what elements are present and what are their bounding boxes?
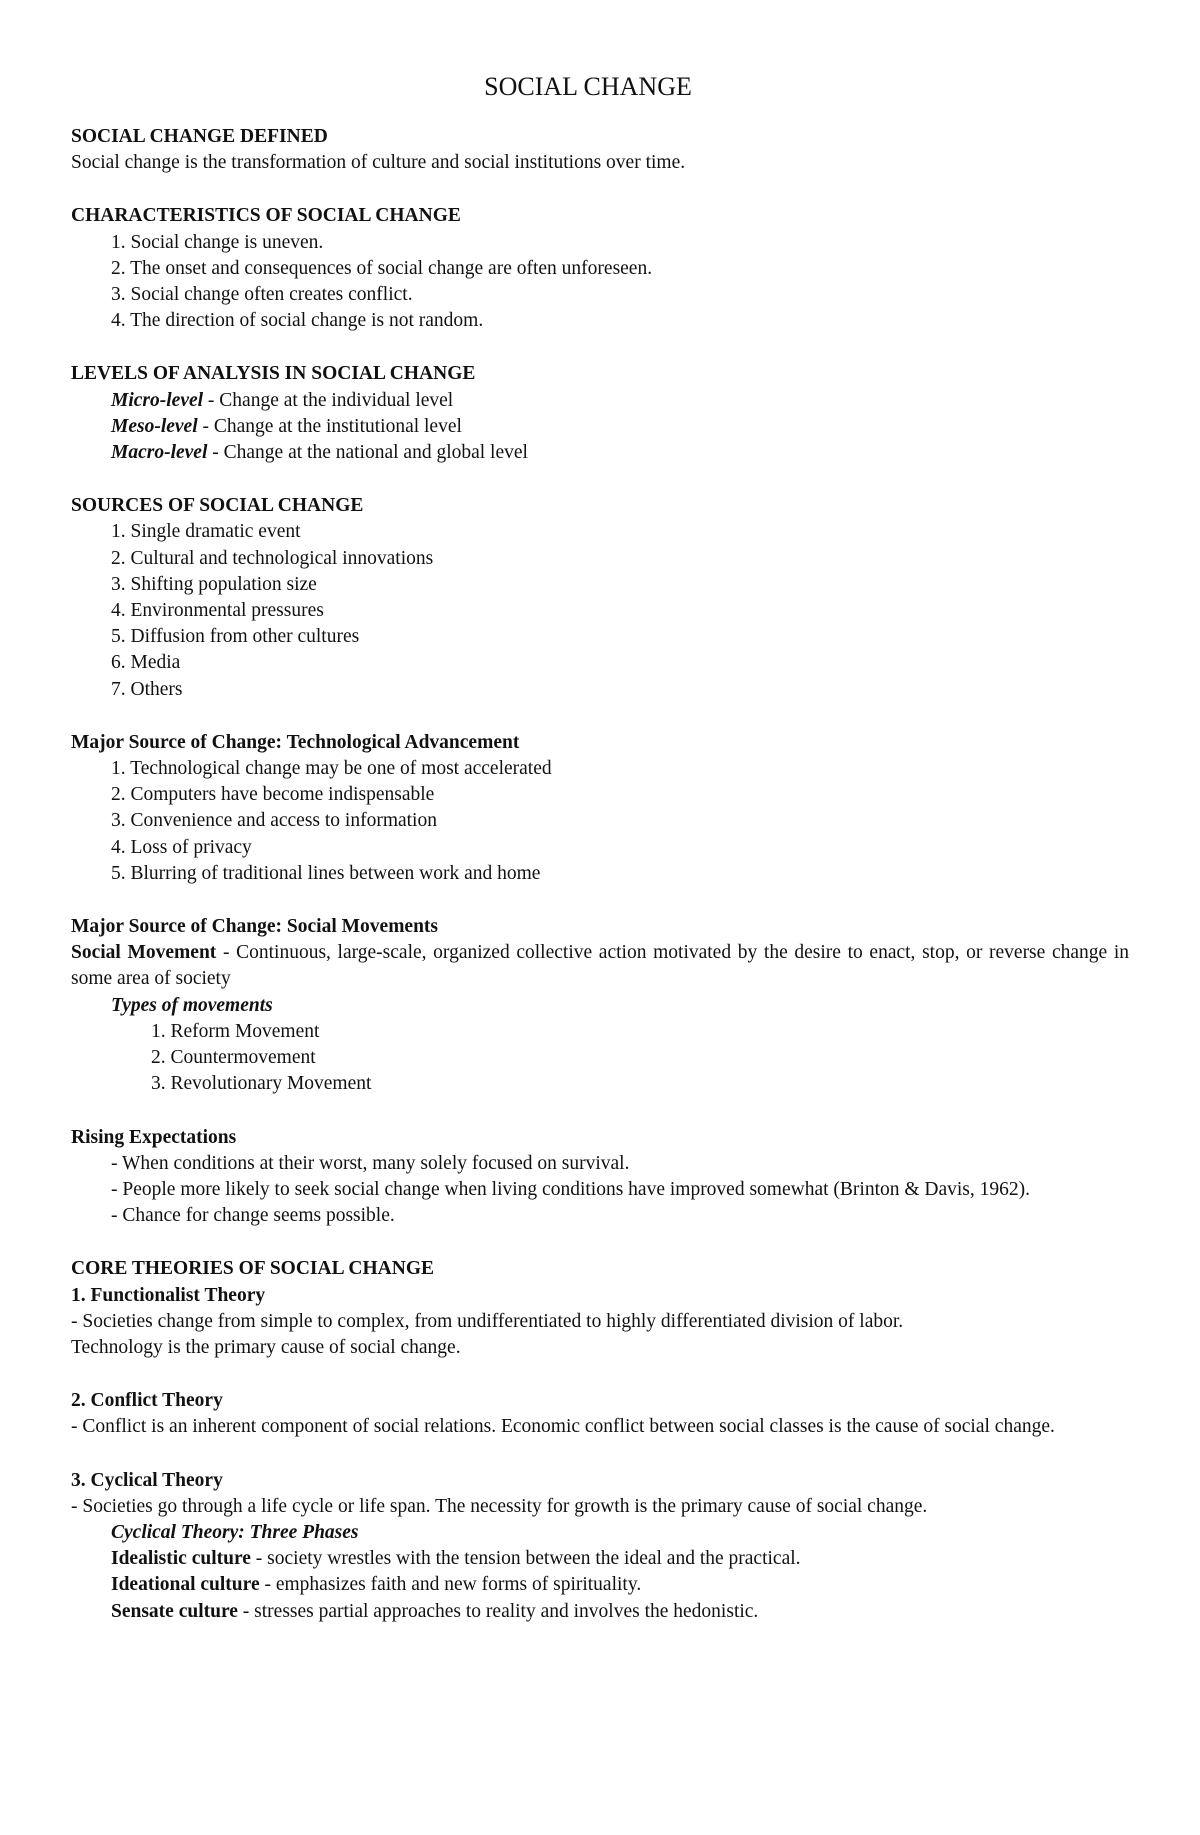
list-item: 3. Shifting population size	[111, 573, 317, 595]
list-item: 2. Computers have become indispensable	[111, 784, 435, 806]
document-page	[71, 0, 1129, 1625]
theory-heading: 2. Conflict Theory	[71, 1390, 223, 1412]
level-term: Micro-level	[111, 389, 204, 411]
level-term: Meso-level	[111, 415, 198, 437]
section-technology	[71, 730, 1129, 887]
list-item: 3. Revolutionary Movement	[151, 1073, 372, 1095]
section-rising-expectations	[71, 1125, 1129, 1230]
list-item: 4. Loss of privacy	[111, 836, 252, 858]
phase-item	[71, 1599, 1129, 1625]
definition-text: Social change is the transformation of culture and social institutions over time.	[71, 152, 686, 174]
list-item: 1. Technological change may be one of most accelerated	[111, 758, 552, 780]
section-core-theories	[71, 1256, 1129, 1361]
section-conflict-theory	[71, 1388, 1129, 1440]
list-item: - When conditions at their worst, many solely focused on survival.	[111, 1152, 630, 1174]
movement-desc: - Continuous, large-scale, organized collective action motivated by the desire to enact, stop, or reverse change in some area of society	[71, 942, 1129, 990]
list-item: - People more likely to seek social change when living conditions have improved somewhat (Brinton & Davis, 1962).	[111, 1178, 1031, 1200]
section-cyclical-theory	[71, 1468, 1129, 1625]
theory-heading: 1. Functionalist Theory	[71, 1284, 266, 1306]
phase-term: Sensate culture	[111, 1600, 238, 1622]
list-item: 3. Convenience and access to information	[111, 810, 437, 832]
list-item: 5. Diffusion from other cultures	[111, 626, 360, 648]
movement-definition	[71, 940, 1129, 992]
section-heading: Rising Expectations	[71, 1126, 237, 1148]
section-characteristics	[71, 203, 1129, 334]
theory-text: Technology is the primary cause of social change.	[71, 1336, 461, 1358]
list-item: 2. Cultural and technological innovations	[111, 547, 434, 569]
section-heading: Major Source of Change: Technological Advancement	[71, 731, 520, 753]
phases-heading: Cyclical Theory: Three Phases	[111, 1521, 359, 1543]
section-heading: LEVELS OF ANALYSIS IN SOCIAL CHANGE	[71, 363, 476, 385]
section-levels	[71, 361, 1129, 466]
list-item: 1. Single dramatic event	[111, 521, 301, 543]
phase-term: Ideational culture	[111, 1574, 260, 1596]
list-item: 4. Environmental pressures	[111, 600, 324, 622]
level-term: Macro-level	[111, 442, 208, 464]
section-heading: SOURCES OF SOCIAL CHANGE	[71, 495, 364, 517]
list-item: 1. Reform Movement	[151, 1020, 320, 1042]
section-heading: CHARACTERISTICS OF SOCIAL CHANGE	[71, 205, 461, 227]
list-item: 3. Social change often creates conflict.	[111, 284, 413, 306]
theory-text: - Societies go through a life cycle or life span. The necessity for growth is the primary cause of social change.	[71, 1495, 928, 1517]
level-desc: - Change at the national and global level	[207, 442, 528, 464]
phase-item	[71, 1546, 1129, 1572]
list-item: 2. Countermovement	[151, 1047, 316, 1069]
level-desc: - Change at the individual level	[203, 389, 454, 411]
list-item: 5. Blurring of traditional lines between work and home	[111, 862, 541, 884]
list-item: 6. Media	[111, 652, 181, 674]
list-item: 1. Social change is uneven.	[111, 231, 324, 253]
list-item: 2. The onset and consequences of social change are often unforeseen.	[111, 257, 653, 279]
list-item: - Chance for change seems possible.	[111, 1205, 395, 1227]
list-item: 4. The direction of social change is not random.	[111, 310, 484, 332]
level-item	[71, 388, 1129, 414]
level-desc: - Change at the institutional level	[197, 415, 462, 437]
theory-text: - Societies change from simple to complex, from undifferentiated to highly differentiated division of labor.	[71, 1310, 904, 1332]
level-item	[71, 440, 1129, 466]
phase-desc: - stresses partial approaches to reality and involves the hedonistic.	[237, 1600, 759, 1622]
movement-term: Social Movement	[71, 942, 217, 964]
phase-term: Idealistic culture	[111, 1548, 251, 1570]
section-sources	[71, 493, 1129, 703]
phase-item	[71, 1572, 1129, 1598]
phase-desc: - emphasizes faith and new forms of spirituality.	[259, 1574, 642, 1596]
section-defined	[71, 124, 1129, 176]
section-heading: Major Source of Change: Social Movements	[71, 916, 439, 938]
level-item	[71, 414, 1129, 440]
theory-text: - Conflict is an inherent component of social relations. Economic conflict between social classes is the cause of social change.	[71, 1416, 1055, 1438]
list-item: 7. Others	[111, 678, 183, 700]
document-title: SOCIAL CHANGE	[484, 72, 692, 101]
theory-heading: 3. Cyclical Theory	[71, 1469, 223, 1491]
section-movements	[71, 914, 1129, 1097]
phase-desc: - society wrestles with the tension between the ideal and the practical.	[250, 1548, 801, 1570]
section-heading: SOCIAL CHANGE DEFINED	[71, 126, 328, 147]
section-heading: CORE THEORIES OF SOCIAL CHANGE	[71, 1258, 434, 1280]
types-heading: Types of movements	[111, 994, 273, 1016]
